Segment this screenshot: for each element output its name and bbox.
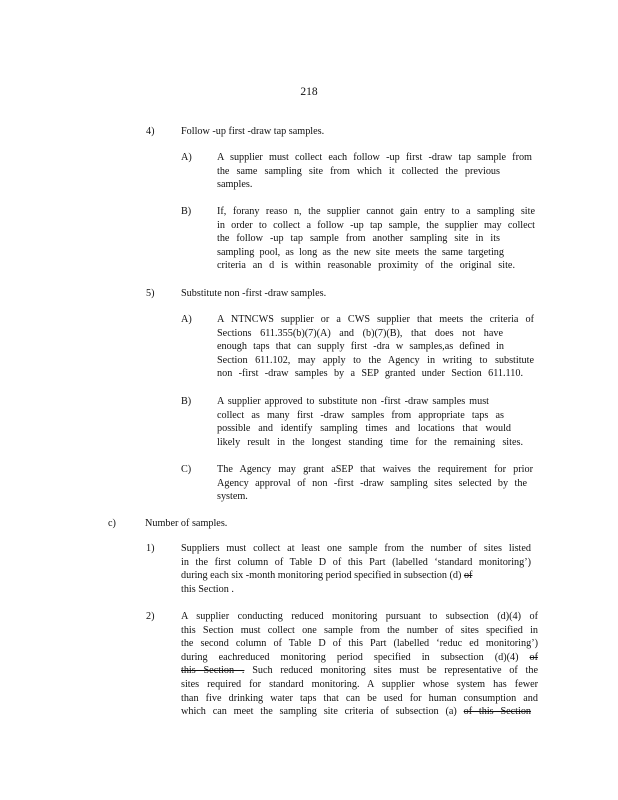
text-line: than five drinking water taps that can be used for human consumption and [181, 692, 538, 704]
item-5a-paragraph [217, 313, 534, 381]
page-number: 218 [300, 86, 318, 98]
text-line: sites required for standard monitoring. A supplier whose system has fewer [181, 678, 538, 690]
text-line: the follow -up tap sample from another sampling site in its [217, 233, 500, 245]
item-c1-paragraph [181, 542, 531, 596]
text-line: possible and identify sampling times and locations that would [217, 423, 511, 435]
text-line: A supplier approved to substitute non -first -draw samples must [217, 396, 489, 407]
text-segment: which can meet the sampling site criteria of subsection (a) [181, 706, 464, 718]
text-line: Suppliers must collect at least one sample from the number of sites listed [181, 543, 531, 554]
item-4b-paragraph [217, 205, 535, 273]
item-4-label: 4) [146, 126, 155, 137]
text-line: sampling pool, as long as the new site meets the same targeting [217, 246, 504, 258]
text-line: system. [217, 491, 248, 503]
item-5c-paragraph [217, 463, 533, 504]
text-line [181, 664, 538, 678]
text-segment: during each six -month monitoring period specified in subsection (d) [181, 570, 464, 582]
text-line: enough taps that can supply first -dra w samples,as defined in [217, 341, 504, 353]
item-4a-label: A) [181, 152, 192, 163]
item-c-heading: Number of samples. [145, 518, 228, 529]
item-5-label: 5) [146, 288, 155, 299]
text-line: likely result in the longest standing time for the remaining sites. [217, 436, 523, 448]
text-line: A supplier must collect each follow -up first -draw tap sample from [217, 152, 532, 163]
text-line: Section 611.102, may apply to the Agency in writing to substitute [217, 354, 534, 366]
text-line: the same sampling site from which it collected the previous [217, 165, 500, 177]
text-line: collect as many first -draw samples from appropriate taps as [217, 409, 504, 421]
text-line: this Section must collect one sample from the number of sites specified in [181, 624, 538, 636]
item-4-heading: Follow -up first -draw tap samples. [181, 126, 325, 137]
text-line: If, forany reaso n, the supplier cannot gain entry to a sampling site [217, 206, 535, 217]
item-4b-label: B) [181, 206, 192, 217]
text-segment: during eachreduced monitoring period specified in subsection (d)(4) [181, 651, 530, 663]
text-segment: Such reduced monitoring sites must be representative of the [244, 665, 538, 677]
struck-text: this Section . [181, 665, 245, 677]
text-line: in the first column of Table D of this Part (labelled ‘standard monitoring’) [181, 556, 531, 568]
item-4a-paragraph [217, 151, 532, 192]
text-line: samples. [217, 179, 253, 191]
text-line: criteria an d is within reasonable proximity of the original site. [217, 260, 515, 272]
text-line: non -first -draw samples by a SEP granted under Section 611.110. [217, 368, 523, 380]
struck-text: of [529, 651, 538, 663]
text-line: Agency approval of non -first -draw sampling sites selected by the [217, 477, 527, 489]
item-5c-label: C) [181, 464, 192, 475]
item-5a-label: A) [181, 314, 192, 325]
item-5b-label: B) [181, 396, 192, 407]
item-c-label: c) [108, 518, 116, 529]
struck-text: of this Section [463, 706, 532, 718]
text-line: the second column of Table D of this Part (labelled ‘reduc ed monitoring’) [181, 638, 538, 650]
text-line: this Section . [181, 583, 234, 595]
struck-text: of [463, 570, 473, 582]
item-5-heading: Substitute non -first -draw samples. [181, 288, 327, 299]
text-line: A supplier conducting reduced monitoring pursuant to subsection (d)(4) of [181, 611, 538, 622]
item-c2-label: 2) [146, 611, 155, 622]
text-line: Sections 611.355(b)(7)(A) and (b)(7)(B), that does not have [217, 327, 503, 339]
text-line [181, 651, 538, 665]
text-line [181, 569, 528, 583]
text-line [181, 705, 531, 719]
text-line: in order to collect a follow -up tap sample, the supplier may collect [217, 219, 535, 231]
item-c1-label: 1) [146, 543, 155, 554]
item-5b-paragraph [217, 395, 523, 449]
text-line: A NTNCWS supplier or a CWS supplier that meets the criteria of [217, 314, 534, 325]
item-c2-paragraph [181, 610, 538, 719]
text-line: The Agency may grant aSEP that waives the requirement for prior [217, 464, 533, 475]
